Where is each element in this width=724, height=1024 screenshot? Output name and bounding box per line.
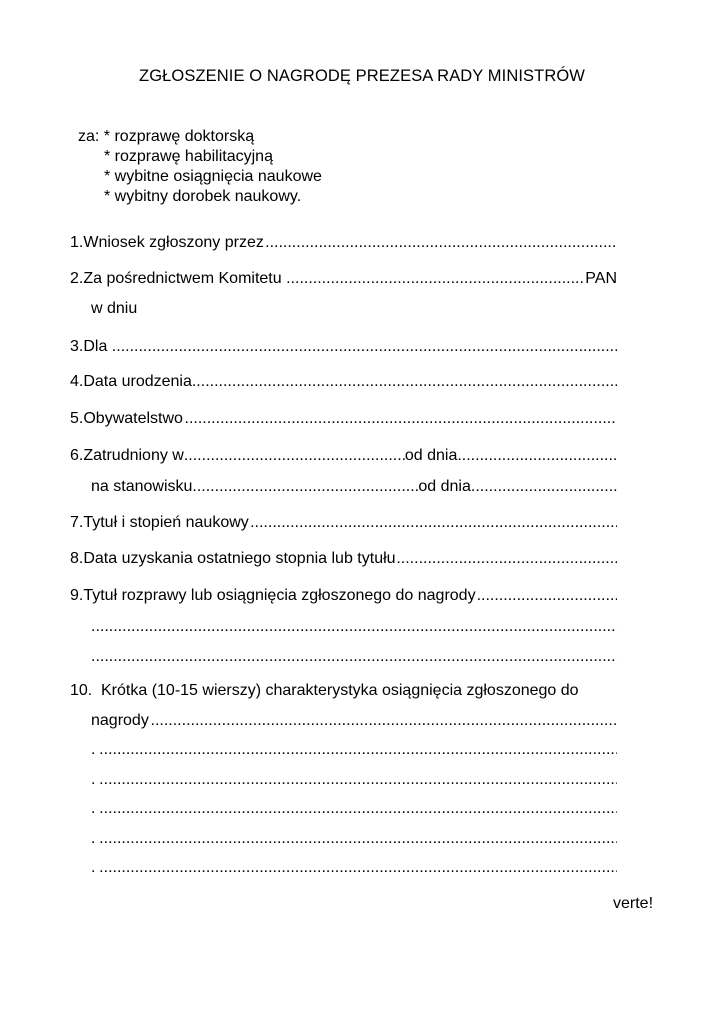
za-prefix: za:: [78, 128, 100, 145]
fill-in-dots[interactable]: [291, 269, 584, 289]
item-number: 6.: [70, 447, 84, 464]
line-prefix: .: [91, 830, 96, 847]
field-for[interactable]: [70, 337, 617, 357]
field-citizenship[interactable]: [70, 409, 617, 429]
award-option-output: * wybitny dorobek naukowy.: [104, 188, 302, 205]
field-committee[interactable]: [70, 269, 617, 289]
fill-in-dots[interactable]: [250, 513, 617, 533]
line-prefix: .: [91, 618, 96, 635]
fill-in-dots[interactable]: [99, 799, 617, 819]
item-number: 3.: [70, 338, 84, 355]
field-description-line-3[interactable]: [91, 770, 617, 790]
field-work-title[interactable]: [70, 586, 617, 606]
field-label: nagrody: [91, 712, 149, 729]
fill-in-dots[interactable]: [99, 770, 617, 790]
fill-in-dots[interactable]: [99, 740, 617, 760]
fill-in-dots[interactable]: [462, 446, 617, 466]
field-birth-date[interactable]: [70, 372, 617, 392]
fill-in-dots[interactable]: [477, 586, 617, 606]
field-label: Zatrudniony w: [83, 447, 184, 464]
item-number: 2.: [70, 270, 84, 287]
line-prefix: .: [91, 859, 96, 876]
field-label: Tytuł rozprawy lub osiągnięcia zgłoszonego do nagrody: [83, 587, 476, 604]
item-number: 4.: [70, 373, 84, 390]
item-number: 5.: [70, 410, 84, 427]
field-label: Wniosek zgłoszony przez: [83, 234, 264, 251]
award-option-habilitation: * rozprawę habilitacyjną: [104, 148, 273, 165]
field-description-line-4[interactable]: [91, 799, 617, 819]
item-number: 7.: [70, 514, 84, 531]
line-prefix: .: [91, 648, 96, 665]
line-prefix: .: [91, 741, 96, 758]
field-description-line-1[interactable]: [91, 711, 617, 731]
award-option-doctoral: * rozprawę doktorską: [103, 128, 255, 145]
field-nominated-by[interactable]: [70, 233, 617, 253]
field-label: Za pośrednictwem Komitetu .: [83, 270, 291, 287]
field-label-since: od dnia: [418, 478, 471, 495]
item-number: 1.: [70, 234, 84, 251]
field-description-line-2[interactable]: [91, 740, 617, 760]
fill-in-dots[interactable]: [99, 829, 617, 849]
fill-in-dots[interactable]: [116, 337, 617, 357]
line-prefix: .: [91, 800, 96, 817]
field-degree-date[interactable]: [70, 549, 617, 569]
fill-in-dots[interactable]: [192, 372, 617, 392]
field-employed-at[interactable]: [70, 446, 617, 466]
field-label-since: od dnia.: [404, 447, 462, 464]
field-label: Obywatelstwo: [83, 410, 183, 427]
fill-in-dots[interactable]: [471, 477, 617, 497]
fill-in-dots[interactable]: [151, 711, 618, 731]
field-academic-title[interactable]: [70, 513, 617, 533]
award-option-achievements: * wybitne osiągnięcia naukowe: [104, 168, 322, 185]
field-label: Krótka (10-15 wierszy) charakterystyka osiągnięcia zgłoszonego do: [101, 682, 579, 699]
fill-in-dots[interactable]: [95, 617, 617, 637]
field-work-title-line-2[interactable]: [91, 617, 617, 637]
verte-note: verte!: [613, 895, 654, 912]
item-number: 9.: [70, 587, 84, 604]
field-description-line-5[interactable]: [91, 829, 617, 849]
fill-in-dots[interactable]: [192, 477, 418, 497]
fill-in-dots[interactable]: [184, 446, 405, 466]
fill-in-dots[interactable]: [95, 647, 617, 667]
field-label: Data urodzenia: [83, 373, 192, 390]
field-label: Data uzyskania ostatniego stopnia lub tytułu: [83, 550, 396, 567]
field-label: Dla .: [83, 338, 117, 355]
award-category-list: [78, 127, 322, 207]
line-prefix: .: [91, 771, 96, 788]
field-work-title-line-3[interactable]: [91, 647, 617, 667]
fill-in-dots[interactable]: [99, 858, 617, 878]
document-title: ZGŁOSZENIE O NAGRODĘ PREZESA RADY MINISTRÓW: [139, 67, 585, 85]
award-category-first: [78, 127, 322, 147]
field-committee-date[interactable]: [91, 299, 617, 319]
field-label: na stanowisku: [91, 478, 193, 495]
item-number: 8.: [70, 550, 84, 567]
field-short-description: [70, 681, 617, 701]
field-position[interactable]: [91, 477, 617, 497]
field-label: w dniu: [91, 300, 138, 317]
item-number: 10.: [70, 682, 93, 699]
field-description-line-6[interactable]: [91, 858, 617, 878]
field-suffix: PAN: [585, 270, 617, 287]
fill-in-dots[interactable]: [265, 233, 617, 253]
field-label: Tytuł i stopień naukowy: [83, 514, 249, 531]
fill-in-dots[interactable]: [396, 549, 617, 569]
fill-in-dots[interactable]: [185, 409, 618, 429]
